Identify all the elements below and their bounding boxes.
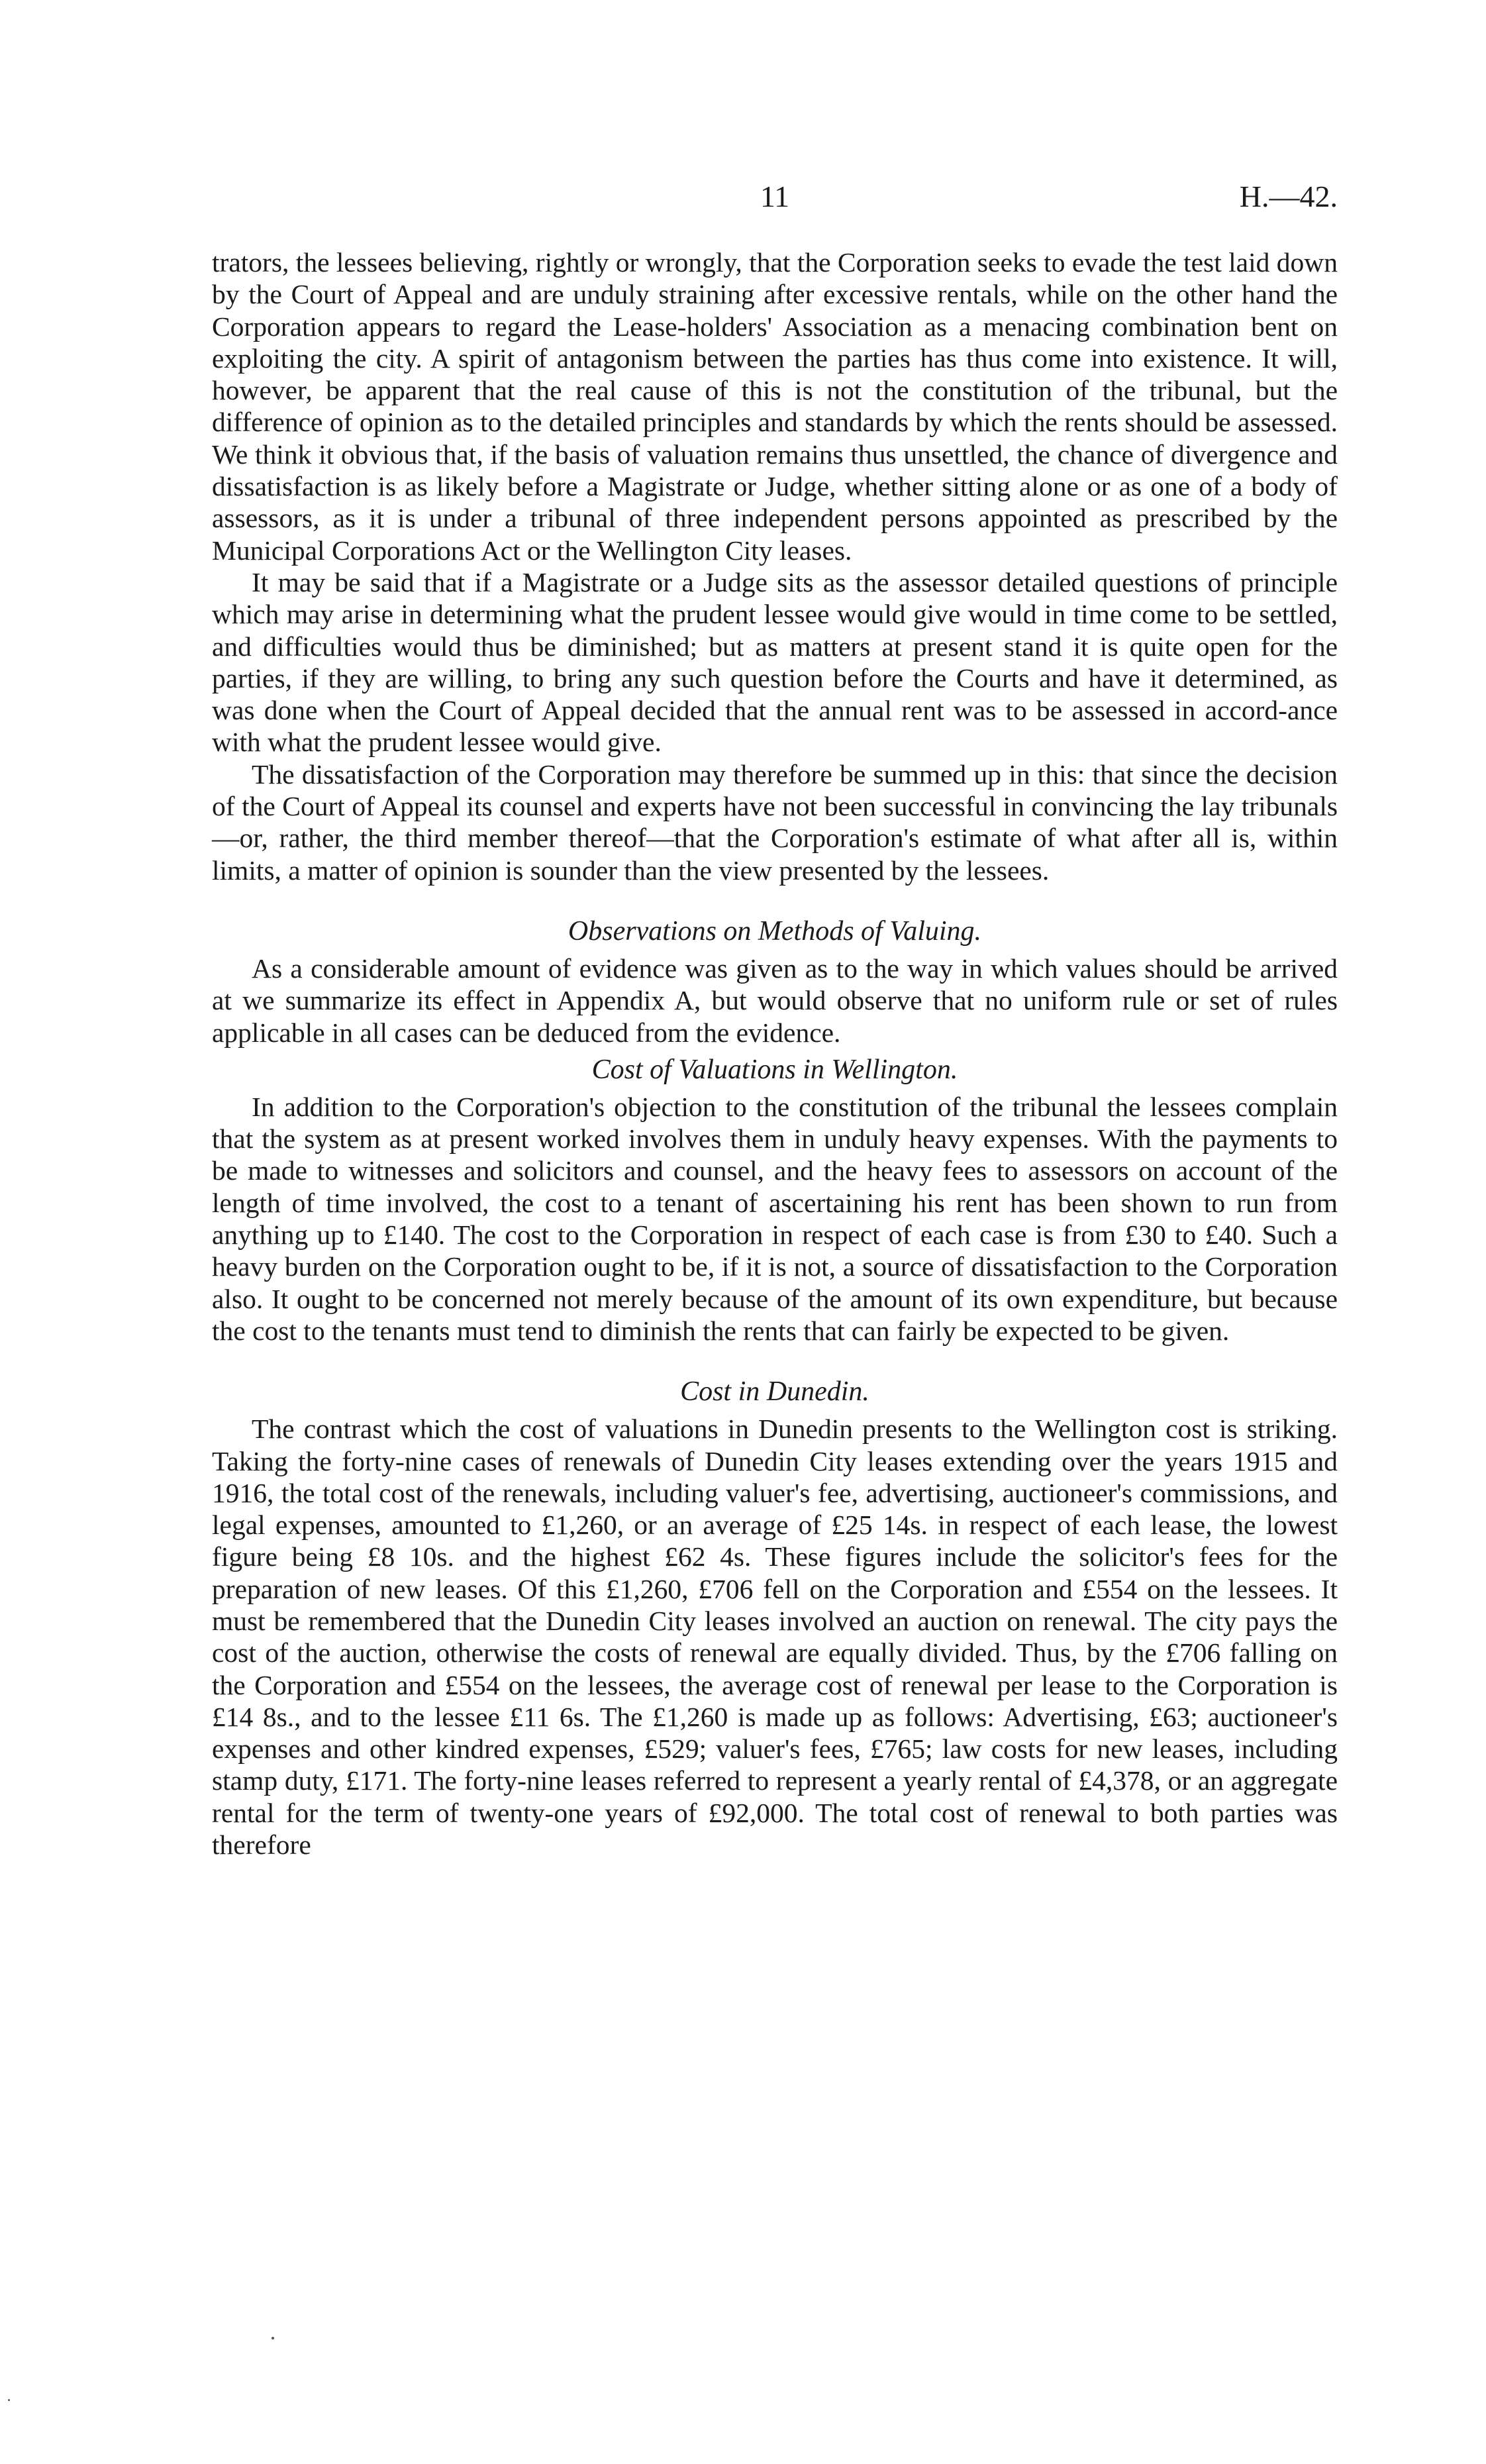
section-heading-cost-wellington: Cost of Valuations in Wellington. xyxy=(591,1054,958,1085)
spacer xyxy=(212,1049,1338,1054)
page-number: 11 xyxy=(760,180,790,213)
paragraph-cost-wellington: In addition to the Corporation's objection to the constitution of the tribunal the lessees complain that the system as at present worked involves them in unduly heavy expenses. With the payments to be made to witnesses and solicitors and counsel, and the heavy fees to assessors on account of the length of time involved, the cost to a tenant of ascertaining his rent has been shown to run from anything up to £140. The cost to the Corporation in respect of each case is from £30 to £40. Such a heavy burden on the Corporation ought to be, if it is not, a source of dissatisfaction to the Corporation also. It ought to be concerned not merely because of the amount of its own expenditure, but because the cost to the tenants must tend to diminish the rents that can fairly be expected to be given. xyxy=(212,1091,1338,1346)
paragraph-corporation-dissatisfaction: The dissatisfaction of the Corporation may therefore be summed up in this: that since the decision of the Court of Appeal its counsel and experts have not been successful in convincing the lay tribunals—or, rather, the third member thereof—that the Corporation's estimate of what after all is, within limits, a matter of opinion is sounder than the view presented by the lessees. xyxy=(212,758,1338,886)
spacer xyxy=(212,886,1338,915)
spacer xyxy=(212,1347,1338,1376)
page-header xyxy=(212,179,1338,225)
spacer xyxy=(212,947,1338,952)
spacer xyxy=(212,1086,1338,1091)
paragraph-cost-dunedin: The contrast which the cost of valuations in Dunedin presents to the Wellington cost is striking. Taking the forty-nine cases of renewals of Dunedin City leases extending over the years 1915 and 1916, the total cost of the renewals, including valuer's fee, advertising, auctioneer's commissions, and legal expenses, amounted to £1,260, or an average of £25 14s. in respect of each lease, the lowest figure being £8 10s. and the highest £62 4s. These figures include the solicitor's fees for the preparation of new leases. Of this £1,260, £706 fell on the Corporation and £554 on the lessees. It must be remembered that the Dunedin City leases involved an auction on renewal. The city pays the cost of the auction, otherwise the costs of renewal are equally divided. Thus, by the £706 falling on the Corporation and £554 on the lessees, the average cost of renewal per lease to the Corporation is £14 8s., and to the lessee £11 6s. The £1,260 is made up as follows: Advertising, £63; auctioneer's expenses and other kindred expenses, £529; valuer's fees, £765; law costs for new leases, including stamp duty, £171. The forty-nine leases referred to represent a yearly rental of £4,378, or an aggregate rental for the term of twenty-one years of £92,000. The total cost of renewal to both parties was therefore xyxy=(212,1413,1338,1861)
scan-speck xyxy=(272,2337,274,2339)
section-heading-cost-dunedin: Cost in Dunedin. xyxy=(680,1376,869,1408)
report-code: H.—42. xyxy=(1239,180,1338,213)
scan-speck xyxy=(8,2399,10,2401)
spacer xyxy=(212,1408,1338,1413)
paragraph-continuation: trators, the lessees believing, rightly or wrongly, that the Corporation seeks to evade the test laid down by the Court of Appeal and are unduly straining after excessive rentals, while on the other hand the Corporation appears to regard the Lease-holders' Association as a menacing combination bent on exploiting the city. A spirit of antagonism between the parties has thus come into existence. It will, however, be apparent that the real cause of this is not the constitution of the tribunal, but the difference of opinion as to the detailed principles and standards by which the rents should be assessed. We think it obvious that, if the basis of valuation remains thus unsettled, the chance of divergence and dissatisfaction is as likely before a Magistrate or Judge, whether sitting alone or as one of a body of assessors, as it is under a tribunal of three independent persons appointed as prescribed by the Municipal Corporations Act or the Wellington City leases. xyxy=(212,247,1338,566)
section-heading-methods-of-valuing: Observations on Methods of Valuing. xyxy=(568,915,982,947)
body-text xyxy=(212,246,1338,1861)
paragraph-methods-of-valuing: As a considerable amount of evidence was given as to the way in which values should be arrived at we summarize its effect in Appendix A, but would observe that no uniform rule or set of rules applicable in all cases can be deduced from the evidence. xyxy=(212,952,1338,1048)
paragraph-magistrate-judge: It may be said that if a Magistrate or a Judge sits as the assessor detailed questions of principle which may arise in determining what the prudent lessee would give would in time come to be settled, and difficulties would thus be diminished; but as matters at present stand it is quite open for the parties, if they are willing, to bring any such question before the Courts and have it determined, as was done when the Court of Appeal decided that the annual rent was to be assessed in accord-ance with what the prudent lessee would give. xyxy=(212,566,1338,758)
